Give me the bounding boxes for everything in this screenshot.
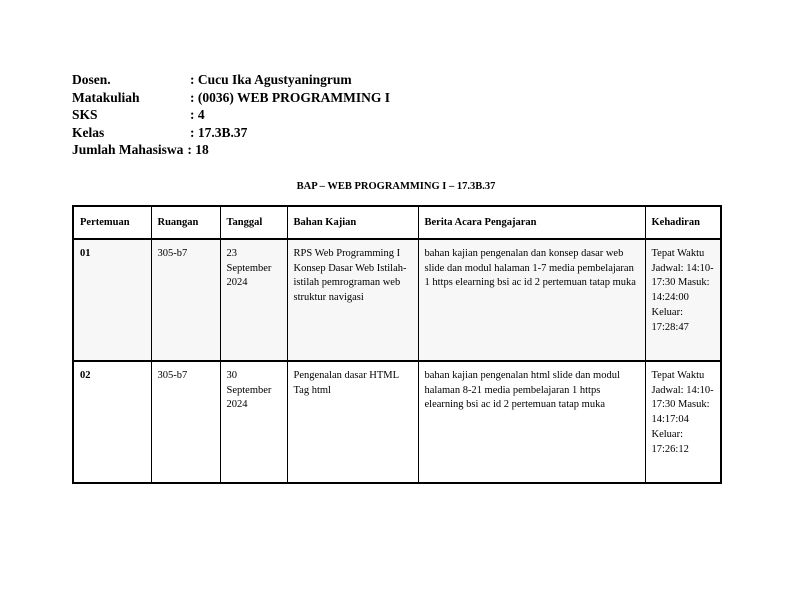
header-pertemuan: Pertemuan: [73, 206, 151, 239]
header-berita-acara: Berita Acara Pengajaran: [418, 206, 645, 239]
info-label: Kelas: [72, 124, 105, 140]
cell-ruangan: 305-b7: [151, 239, 220, 361]
info-row-kelas: [72, 124, 390, 142]
info-label: Matakuliah: [72, 89, 140, 105]
info-value: : 18: [187, 142, 209, 157]
cell-tanggal: 30 September 2024: [220, 361, 287, 483]
cell-pertemuan: 01: [73, 239, 151, 361]
bap-table: [72, 205, 722, 484]
cell-berita-acara: bahan kajian pengenalan dan konsep dasar web slide dan modul halaman 1-7 media pembelajaran 1 https elearning bsi ac id 2 pertemuan tatap muka: [418, 239, 645, 361]
table-header-row: [73, 206, 721, 239]
info-row-jumlah-mahasiswa: [72, 141, 390, 159]
info-row-sks: [72, 106, 390, 124]
cell-kehadiran: Tepat Waktu Jadwal: 14:10-17:30 Masuk: 14:24:00 Keluar: 17:28:47: [645, 239, 721, 361]
info-value: : 4: [190, 107, 205, 122]
cell-pertemuan: 02: [73, 361, 151, 483]
table-row: [73, 361, 721, 483]
info-value: : 17.3B.37: [190, 124, 248, 140]
course-info: [72, 71, 390, 159]
info-label: SKS: [72, 107, 98, 122]
header-tanggal: Tanggal: [220, 206, 287, 239]
header-ruangan: Ruangan: [151, 206, 220, 239]
info-label: Jumlah Mahasiswa: [72, 142, 184, 157]
cell-bahan-kajian: RPS Web Programming I Konsep Dasar Web Istilah-istilah pemrograman web struktur navigasi: [287, 239, 418, 361]
cell-berita-acara: bahan kajian pengenalan html slide dan modul halaman 8-21 media pembelajaran 1 https elearning bsi ac id 2 pertemuan tatap muka: [418, 361, 645, 483]
document-title: BAP – WEB PROGRAMMING I – 17.3B.37: [296, 181, 496, 192]
cell-bahan-kajian: Pengenalan dasar HTML Tag html: [287, 361, 418, 483]
cell-tanggal: 23 September 2024: [220, 239, 287, 361]
info-row-matakuliah: [72, 89, 390, 107]
info-row-dosen: [72, 71, 390, 89]
info-label: Dosen.: [72, 72, 111, 87]
header-bahan-kajian: Bahan Kajian: [287, 206, 418, 239]
info-value: : Cucu Ika Agustyaningrum: [190, 72, 352, 87]
header-kehadiran: Kehadiran: [645, 206, 721, 239]
cell-ruangan: 305-b7: [151, 361, 220, 483]
info-value: : (0036) WEB PROGRAMMING I: [190, 89, 390, 105]
table-row: [73, 239, 721, 361]
cell-kehadiran: Tepat Waktu Jadwal: 14:10-17:30 Masuk: 14:17:04 Keluar: 17:26:12: [645, 361, 721, 483]
